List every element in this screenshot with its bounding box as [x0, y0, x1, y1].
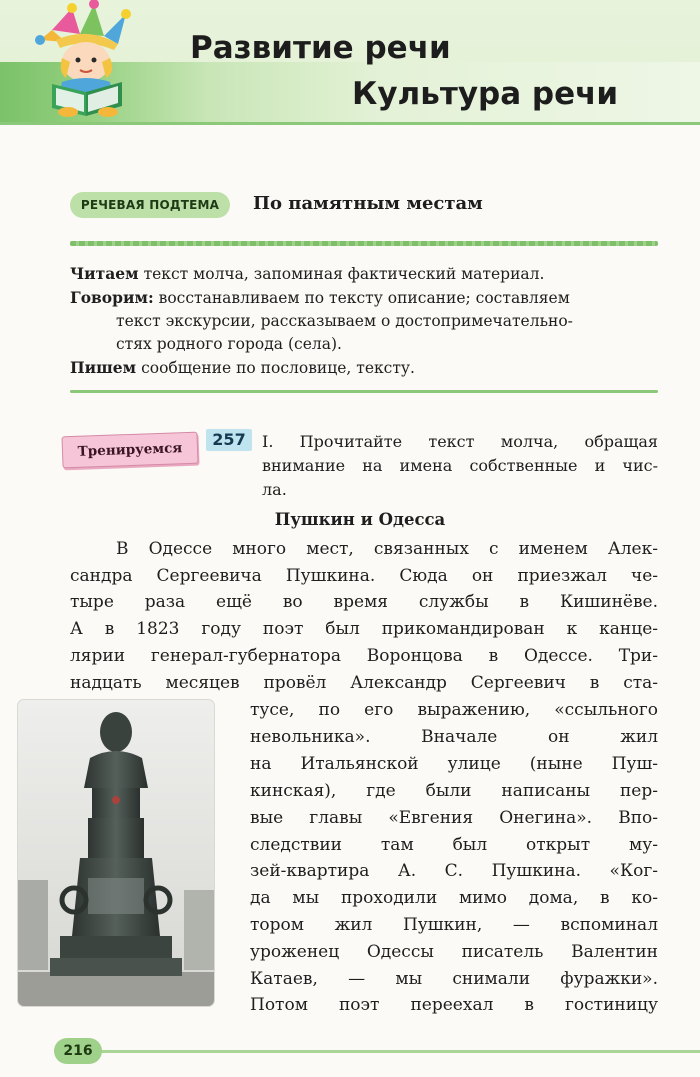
text-line-13: зей-квартира А. С. Пушкина. «Ког-	[250, 861, 658, 881]
exercise-task	[262, 430, 658, 502]
text-line-3: тыре раза ещё во время службы в Кишинёве.	[70, 592, 658, 612]
section-badge-training: Тренируемся	[61, 432, 198, 469]
subtopic-title: По памятным местам	[253, 193, 483, 214]
text-line-6: надцать месяцев провёл Александр Сергеевич в ста-	[70, 673, 658, 693]
text-line-15: тором жил Пушкин, — вспоминал	[250, 915, 658, 935]
text-line-1: В Одессе много мест, связанных с именем Алек-	[116, 539, 658, 559]
page-number: 216	[54, 1038, 102, 1064]
text-line-2: сандра Сергеевича Пушкина. Сюда он приезжал че-	[70, 566, 658, 586]
instruction-read-text: текст молча, запоминая фактический материал.	[143, 265, 545, 283]
instruction-write	[70, 356, 658, 380]
reading-text-title: Пушкин и Одесса	[274, 510, 446, 529]
instruction-write-label: Пишем	[70, 358, 137, 377]
section-divider-top	[70, 241, 658, 246]
text-line-7: тусе, по его выражению, «ссыльного	[250, 700, 658, 720]
speech-instructions	[70, 262, 658, 380]
jester-reading-icon	[22, 0, 142, 120]
chapter-title-line-2: Культура речи	[352, 76, 619, 112]
subtopic-badge: РЕЧЕВАЯ ПОДТЕМА	[70, 192, 230, 218]
header-divider	[0, 122, 700, 125]
section-divider-bottom	[70, 390, 658, 393]
text-line-9: на Итальянской улице (ныне Пуш-	[250, 754, 658, 774]
text-line-17: Катаев, — мы снимали фуражки».	[250, 969, 658, 989]
text-line-18: Потом поэт переехал в гостиницу	[250, 995, 658, 1015]
text-line-16: уроженец Одессы писатель Валентин	[250, 942, 658, 962]
instruction-speak-text-1: восстанавливаем по тексту описание; составляем	[158, 289, 570, 307]
exercise-task-line-1: I. Прочитайте текст молча, обращая	[262, 432, 658, 451]
exercise-number: 257	[206, 429, 252, 451]
instruction-speak-cont-1: текст экскурсии, рассказываем о достопримечательно-	[116, 312, 573, 330]
exercise-task-line-3: ла.	[262, 480, 287, 499]
instruction-write-text: сообщение по пословице, тексту.	[141, 359, 415, 377]
footer-line	[100, 1050, 700, 1053]
instruction-read-label: Читаем	[70, 264, 139, 283]
instruction-speak	[70, 286, 658, 310]
text-line-14: да мы проходили мимо дома, в ко-	[250, 888, 658, 908]
text-line-4: А в 1823 году поэт был прикомандирован к канце-	[70, 619, 658, 639]
chapter-title-line-1: Развитие речи	[190, 30, 451, 66]
pushkin-monument-photo	[18, 700, 214, 1006]
text-line-10: кинская), где были написаны пер-	[250, 781, 658, 801]
text-line-12: следствии там был открыт му-	[250, 835, 658, 855]
text-line-5: лярии генерал-губернатора Воронцова в Одессе. Три-	[70, 646, 658, 666]
monument-illustration	[18, 700, 214, 1006]
instruction-read	[70, 262, 658, 286]
exercise-task-line-2: внимание на имена собственные и чис-	[262, 456, 658, 475]
text-line-8: невольника». Вначале он жил	[250, 727, 658, 747]
text-line-11: вые главы «Евгения Онегина». Впо-	[250, 808, 658, 828]
instruction-speak-cont-2: стях родного города (села).	[116, 335, 342, 353]
instruction-speak-label: Говорим:	[70, 288, 154, 307]
